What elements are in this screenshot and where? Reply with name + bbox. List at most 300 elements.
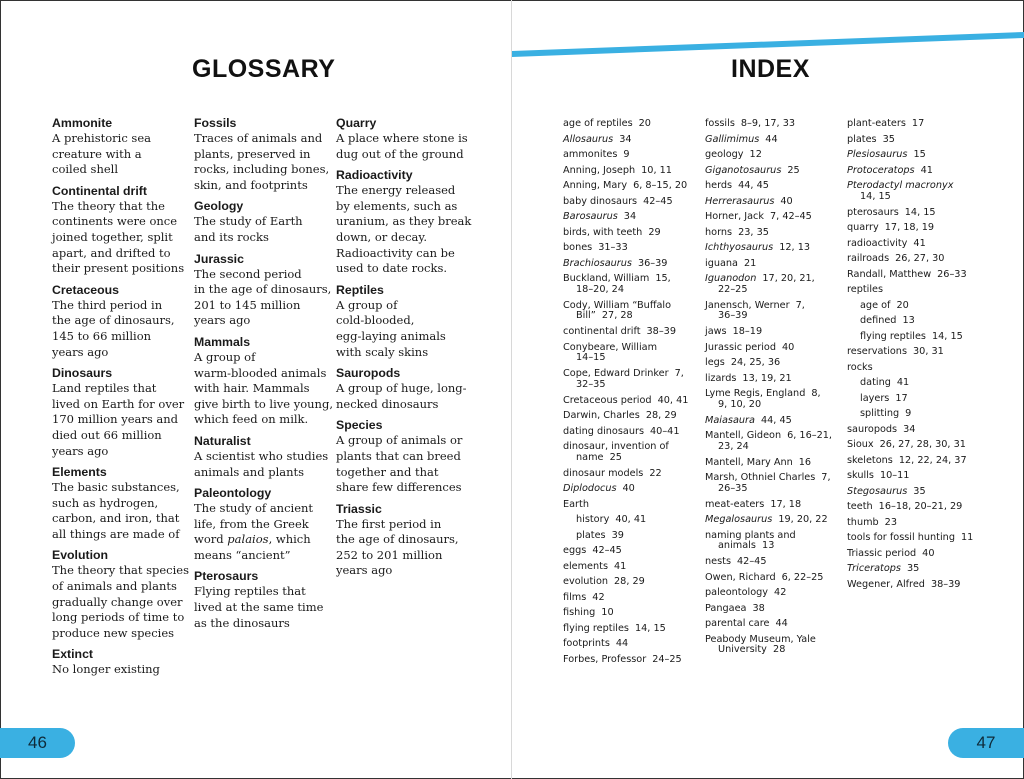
index-term: Mantell, Gideon [705,430,782,441]
index-entry [705,512,845,528]
index-term: Pangaea [705,602,747,614]
index-pages: 26, 27, 30 [895,253,945,264]
index-entry [847,515,987,531]
index-term: Wegener, Alfred [847,578,925,590]
index-term: jaws [705,326,727,337]
index-entry [705,413,845,429]
index-entry [563,543,703,559]
index-term: Lyme Regis, England [705,388,806,399]
index-entry [563,366,703,390]
glossary-term: Extinct [52,647,93,662]
index-pages: 19, 20, 22 [778,514,828,525]
index-pages: 7, [674,368,684,379]
index-term: elements [563,560,608,572]
index-term: splitting [860,408,900,419]
index-pages: 40 [781,341,795,353]
index-pages: 16 [798,456,812,468]
index-term: skulls [847,470,874,481]
index-pages: 15, [655,273,671,284]
index-pages: 28, 29 [645,410,677,421]
index-term: Iguanodon [705,273,757,284]
index-term: dating dinosaurs [563,425,645,437]
index-pages: 8–9, 17, 33 [740,118,796,129]
index-pages: 44 [775,618,788,629]
glossary-definition: The basic substances, such as hydrogen, carbon, and iron, that all things are made of [52,480,180,541]
index-pages: 9 [905,408,912,419]
index-column-1 [563,116,703,667]
glossary-term: Pterosaurs [194,569,259,584]
glossary-term: Jurassic [194,251,244,266]
index-pages: 15 [913,149,926,160]
index-term: age of [860,299,891,311]
index-entry [563,408,703,424]
index-term: Herrerasaurus [705,195,775,207]
index-entry [563,393,703,409]
index-entry [705,324,845,340]
index-term: Janensch, Werner [705,299,790,311]
index-term: plant-eaters [847,118,906,129]
index-term: Megalosaurus [705,514,773,525]
glossary-definition: The study of Earth and its rocks [194,214,303,244]
index-continuation: 14–15 [576,352,606,363]
index-term: defined [860,315,897,326]
glossary-term: Evolution [52,548,109,563]
glossary-term: Dinosaurs [52,366,113,381]
index-entry [563,298,703,322]
glossary-definition: A scientist who studies animals and plants [194,448,329,479]
index-pages: 42 [774,587,787,598]
index-pages: 40–41 [650,425,680,437]
index-term: eggs [563,545,587,556]
index-pages: 16–18, 20–21, 29 [878,501,963,512]
index-term: Triassic period [847,547,917,559]
index-entry [563,528,703,544]
index-entry [847,468,987,484]
index-pages: 7, 42–45 [770,211,812,222]
index-pages: 44 [615,638,629,649]
index-term: naming plants and [705,529,796,541]
index-pages: 41 [913,237,926,249]
index-pages: 26, 27, 28, 30, 31 [879,439,966,450]
index-term: Anning, Joseph [563,164,636,176]
index-pages: 10 [601,607,614,618]
index-entry [705,340,845,356]
glossary-term: Paleontology [194,486,272,501]
glossary-entry [52,183,192,277]
glossary-entry [194,433,334,480]
index-pages: 36–39 [637,257,668,269]
index-pages: 6, 16–21, [787,430,833,441]
index-term: pterosaurs [847,206,899,218]
index-term: Forbes, Professor [563,653,647,665]
index-term: age of reptiles [563,118,633,129]
glossary-entry [194,485,334,563]
index-term: evolution [563,576,609,587]
index-term: Peabody Museum, Yale [705,633,816,645]
glossary-entry [52,464,192,542]
index-pages: 35 [882,133,895,145]
index-term: Pterodactyl macronyx [847,180,954,191]
index-entry [705,355,845,371]
index-term: history [576,514,610,525]
index-pages: 31–33 [598,242,628,253]
index-entry [563,636,703,652]
index-term: dating [860,377,891,388]
index-pages: 10, 11 [641,164,672,176]
index-entry [705,386,845,410]
glossary-entry [52,646,192,678]
glossary-column-3 [336,115,476,579]
index-term: Randall, Matthew [847,268,932,280]
index-entry [847,406,987,422]
index-entry [847,375,987,391]
index-entry [847,546,987,562]
index-term: Earth [563,498,589,510]
index-term: birds, with teeth [563,226,643,238]
index-term: continental drift [563,326,641,337]
index-entry [563,271,703,295]
index-term: Protoceratops [847,164,915,176]
index-pages: 7, [795,299,805,311]
index-pages: 34 [619,133,632,145]
glossary-entry [194,568,334,631]
index-entry [705,116,845,132]
index-term: Stegosaurus [847,485,908,497]
index-pages: 29 [648,226,661,238]
index-pages: 44 [765,133,778,145]
index-term: fishing [563,607,596,618]
index-continuation: 14, 15 [860,190,891,202]
index-pages: 21 [744,257,757,269]
index-term: Plesiosaurus [847,149,908,160]
glossary-definition: A group of warm-blooded animals with hair. Mammals give birth to live young, which feed on milk. [194,349,333,427]
index-term: Maiasaura [705,414,755,426]
index-pages: 23 [884,516,897,528]
index-entry [563,497,703,513]
page-number-right: 47 [948,728,1024,758]
index-entry [563,559,703,575]
index-pages: 12, 13 [779,242,811,253]
index-entry [563,178,703,194]
index-pages: 40, 41 [657,394,689,406]
glossary-term: Naturalist [194,433,251,448]
index-entry [847,147,987,163]
index-pages: 20 [638,118,651,129]
glossary-term: Sauropods [336,366,401,381]
index-term: thumb [847,516,879,528]
index-entry [705,194,845,210]
glossary-column-2 [194,115,334,631]
index-term: Cretaceous period [563,394,652,406]
index-entry [847,530,987,546]
index-entry [563,605,703,621]
index-pages: 38 [752,602,765,614]
index-term: bones [563,242,593,253]
index-continuation: 36–39 [718,310,748,321]
index-entry [705,528,845,552]
index-entry [847,282,987,298]
index-pages: 41 [896,377,910,388]
index-entry [705,271,845,295]
index-entry [705,163,845,179]
index-term: Sioux [847,439,874,450]
glossary-definition: The energy released by elements, such as uranium, as they break down, or decay. Radioactivity can be used to date rocks. [336,183,472,276]
index-term: Conybeare, William [563,341,658,353]
index-pages: 40 [922,547,935,559]
index-entry [847,561,987,577]
glossary-entry [336,282,476,360]
index-pages: 39 [611,529,624,541]
index-term: flying reptiles [860,330,926,342]
glossary-entry [52,115,192,178]
index-term: ammonites [563,149,618,160]
index-entry [847,391,987,407]
index-term: flying reptiles [563,622,629,634]
index-entry [563,132,703,148]
index-term: footprints [563,638,610,649]
glossary-title: GLOSSARY [192,55,336,83]
glossary-term: Quarry [336,116,377,130]
index-pages: 30, 31 [913,346,944,357]
glossary-entry [194,115,334,193]
glossary-entry [336,365,476,412]
glossary-definition: The third period in the age of dinosaurs, 145 to 66 million years ago [52,297,175,359]
index-pages: 10–11 [879,470,910,481]
index-term: Owen, Richard [705,571,776,583]
index-pages: 17, 18 [770,498,802,510]
index-term: plates [576,529,606,541]
index-entry [705,570,845,586]
index-term: teeth [847,501,873,512]
index-term: fossils [705,118,735,129]
glossary-definition: No longer existing [52,662,160,677]
index-entry [705,616,845,632]
index-entry [847,577,987,593]
index-term: baby dinosaurs [563,195,638,207]
glossary-definition: The second period in the age of dinosaurs, 201 to 145 million years ago [194,266,332,328]
index-term: Barosaurus [563,211,618,222]
index-entry [847,422,987,438]
index-pages: 35 [906,563,920,574]
index-term: geology [705,149,744,160]
index-term: Ichthyosaurus [705,242,774,253]
index-entry [563,340,703,364]
index-entry [563,466,703,482]
index-pages: 8, [811,388,821,399]
index-entry [705,240,845,256]
glossary-definition: A group of huge, long- necked dinosaurs [336,381,467,411]
index-term: Brachiosaurus [563,257,632,269]
index-pages: 34 [623,211,637,222]
glossary-definition: The theory that the continents were once joined together, split apart, and drifted to their present positions [52,198,185,276]
glossary-term: Geology [194,199,244,214]
index-pages: 40 [780,195,793,207]
glossary-entry [194,198,334,245]
index-pages: 38–39 [646,326,676,337]
index-pages: 42–45 [643,195,673,207]
glossary-definition: The theory that species of animals and plants gradually change over long periods of time to produce new species [52,563,190,640]
index-column-3 [847,116,987,592]
glossary-entry [336,115,476,162]
index-entry [563,209,703,225]
index-pages: 41 [614,560,627,572]
index-continuation: 9, 10, 20 [718,398,762,410]
index-term: Anning, Mary [563,180,628,191]
index-continuation: 32–35 [576,378,606,390]
index-entry [705,298,845,322]
index-entry [847,313,987,329]
index-entry [705,178,845,194]
index-pages: 42–45 [737,556,767,567]
index-entry [705,371,845,387]
index-pages: 40 [622,483,635,494]
index-pages: 40, 41 [615,514,647,525]
index-term: skeletons [847,454,893,466]
index-continuation: animals 13 [718,540,775,551]
index-term: dinosaur models [563,467,644,479]
index-entry [847,453,987,469]
index-term: Jurassic period [705,341,776,353]
index-pages: 17 [911,118,925,129]
glossary-definition: Traces of animals and plants, preserved in rocks, including bones, skin, and footprints [194,131,330,192]
index-pages: 14, 15 [931,330,963,342]
glossary-term: Elements [52,465,107,480]
index-entry [847,132,987,148]
index-term: horns [705,226,733,238]
index-pages: 9 [623,149,630,160]
index-term: Triceratops [847,563,901,574]
index-pages: 35 [913,485,926,497]
glossary-term: Triassic [336,501,382,516]
glossary-entry [194,334,334,428]
index-pages: 13 [902,315,915,326]
index-term: quarry [847,222,879,233]
index-entry [705,497,845,513]
index-pages: 6, 22–25 [781,571,824,583]
index-entry [563,240,703,256]
index-term: tools for fossil hunting [847,532,955,543]
index-term: meat-eaters [705,498,765,510]
index-entry [705,147,845,163]
glossary-definition: The study of ancient life, from the Greek word palaios, which means “ancient” [194,501,314,562]
index-term: Marsh, Othniel Charles [705,472,816,483]
index-term: railroads [847,253,890,264]
index-term: herds [705,180,733,191]
index-term: Cope, Edward Drinker [563,368,669,379]
index-entry [847,205,987,221]
index-entry [705,428,845,452]
index-entry [847,360,987,376]
index-term: Allosaurus [563,133,614,145]
glossary-entry [194,251,334,329]
index-title: INDEX [731,55,810,83]
index-pages: 42–45 [592,545,622,556]
index-continuation: University 28 [718,644,786,655]
index-entry [563,481,703,497]
glossary-term: Continental drift [52,183,147,198]
index-pages: 24, 25, 36 [730,357,781,368]
glossary-entry [336,417,476,495]
index-term: reptiles [847,284,884,295]
index-entry [705,554,845,570]
index-term: Diplodocus [563,483,617,494]
glossary-column-1 [52,115,192,678]
index-term: iguana [705,257,738,269]
index-term: Gallimimus [705,133,760,145]
index-pages: 24–25 [652,653,682,665]
index-term: plates [847,133,877,145]
index-continuation: 23, 24 [718,440,749,452]
glossary-term: Species [336,418,383,433]
index-entry [847,437,987,453]
index-pages: 25 [787,164,800,176]
index-term: lizards [705,372,737,384]
index-pages: 22 [649,467,662,479]
index-continuation: 26–35 [718,482,748,494]
index-term: nests [705,556,731,567]
index-pages: 44, 45 [760,414,792,426]
index-entry [563,439,703,463]
glossary-definition: Land reptiles that lived on Earth for over 170 million years and died out 66 million years ago [52,381,185,458]
index-pages: 17, 18, 19 [884,222,935,233]
index-entry [705,209,845,225]
glossary-term: Radioactivity [336,168,413,183]
index-entry [847,344,987,360]
glossary-entry [336,167,476,277]
index-pages: 26–33 [937,268,967,280]
index-continuation: name 25 [576,451,622,463]
index-term: Darwin, Charles [563,410,640,421]
index-entry [847,298,987,314]
page-number-left: 46 [0,728,75,758]
index-term: legs [705,357,725,368]
index-term: layers [860,392,890,404]
glossary-definition: A place where stone is dug out of the ground [336,131,468,161]
glossary-term: Fossils [194,116,237,130]
index-pages: 28, 29 [614,576,645,587]
index-entry [563,163,703,179]
index-entry [705,256,845,272]
index-entry [705,632,845,656]
glossary-definition: Flying reptiles that lived at the same time as the dinosaurs [194,584,324,630]
index-entry [847,267,987,283]
index-term: rocks [847,361,873,373]
index-pages: 13, 19, 21 [742,372,792,384]
index-continuation: 22–25 [718,283,748,295]
glossary-definition: The first period in the age of dinosaurs, 252 to 201 million years ago [336,516,459,578]
index-term: Cody, William “Buffalo [563,299,672,311]
index-term: parental care [705,618,770,629]
index-entry [847,116,987,132]
index-entry [847,163,987,179]
index-pages: 12 [749,149,762,160]
index-pages: 38–39 [930,578,961,590]
index-entry [563,256,703,272]
index-term: Mantell, Mary Ann [705,456,793,468]
index-entry [705,132,845,148]
index-pages: 20 [896,299,909,311]
index-entry [563,621,703,637]
index-term: dinosaur, invention of [563,441,669,452]
index-entry [847,329,987,345]
greek-word: palaios [227,532,269,547]
index-entry [563,590,703,606]
index-entry [563,225,703,241]
index-pages: 18–19 [732,326,763,337]
index-continuation: 18–20, 24 [576,283,624,295]
glossary-term: Reptiles [336,282,384,297]
index-entry [563,194,703,210]
